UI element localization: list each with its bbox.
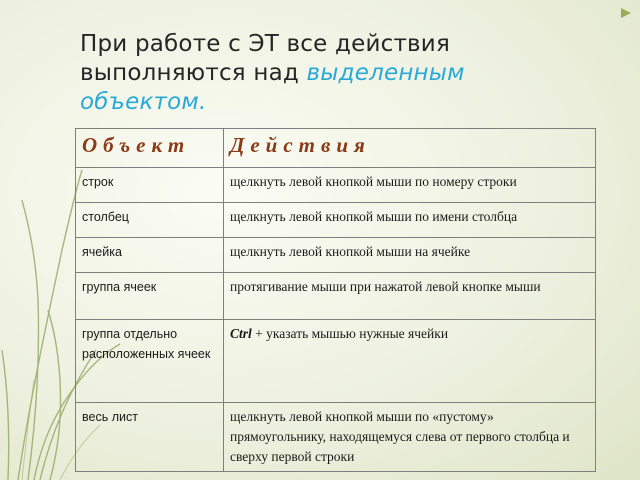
title-line-2: выполняются над	[80, 60, 307, 86]
title-line-1: При работе с ЭТ все действия	[80, 31, 450, 57]
table-row	[76, 168, 596, 203]
table-header-row	[76, 129, 596, 168]
header-actions: Действия	[224, 129, 596, 168]
action-cell: щелкнуть левой кнопкой мыши по «пустому» прямоугольнику, находящемуся слева от первого столбца и сверху первой строки	[224, 403, 596, 472]
action-text: + указать мышью нужные ячейки	[251, 326, 449, 341]
actions-table	[75, 128, 596, 472]
action-cell: щелкнуть левой кнопкой мыши на ячейке	[224, 238, 596, 273]
object-cell: группа ячеек	[76, 273, 224, 320]
object-cell: весь лист	[76, 403, 224, 472]
slide-title	[80, 30, 620, 117]
action-cell: щелкнуть левой кнопкой мыши по номеру строки	[224, 168, 596, 203]
table-row	[76, 273, 596, 320]
object-cell: строк	[76, 168, 224, 203]
action-cell	[224, 320, 596, 403]
object-cell: столбец	[76, 203, 224, 238]
table-row	[76, 203, 596, 238]
title-highlight-word: выделенным	[306, 60, 465, 86]
table-row	[76, 320, 596, 403]
table-row	[76, 403, 596, 472]
object-cell: ячейка	[76, 238, 224, 273]
header-object: Объект	[76, 129, 224, 168]
action-cell: протягивание мыши при нажатой левой кнопке мыши	[224, 273, 596, 320]
action-cell: щелкнуть левой кнопкой мыши по имени столбца	[224, 203, 596, 238]
ctrl-key-label: Ctrl	[230, 326, 252, 341]
table-row	[76, 238, 596, 273]
title-line-3: объектом.	[80, 89, 207, 115]
bullet-arrow-icon	[621, 8, 631, 18]
object-cell: группа отдельно расположенных ячеек	[76, 320, 224, 403]
